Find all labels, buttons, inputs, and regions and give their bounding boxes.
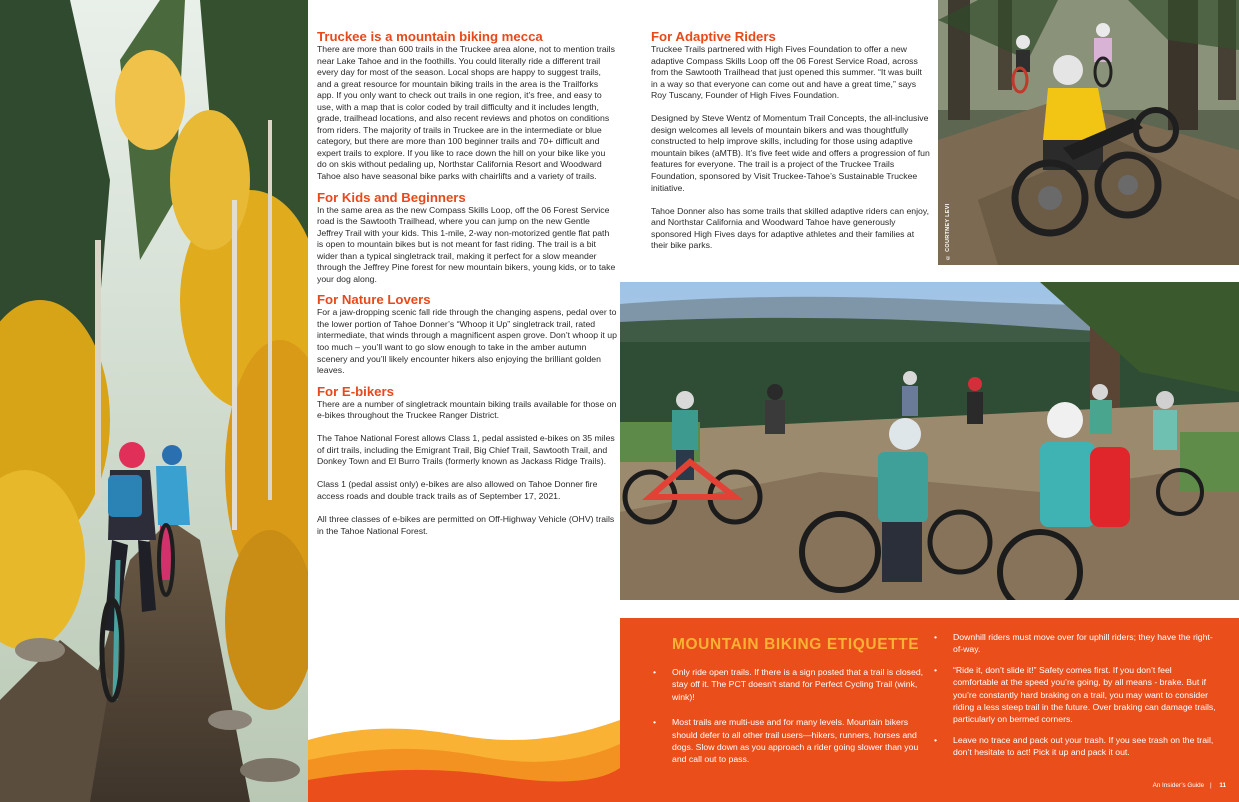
section-kids-beginners (317, 191, 617, 286)
paragraph: Tahoe Donner also has some trails that skilled adaptive riders can enjoy, and Northstar California and Woodward Tahoe have generously sponsored High Fives days for adaptive athletes and their families at their bike parks. (651, 205, 929, 251)
paragraph: All three classes of e-bikes are permitted on Off-Highway Vehicle (OHV) trails in the Tahoe National Forest. (317, 514, 615, 536)
adaptive-rider-photo (938, 0, 1239, 265)
section-heading: For Nature Lovers (317, 292, 431, 308)
footer-guide-label: An Insider’s Guide (1152, 782, 1205, 789)
aspen-trail-photo (0, 0, 308, 802)
text-column-right (651, 30, 931, 260)
list-item: • Downhill riders must move over for uphill riders; they have the right-of-way. (953, 631, 1218, 656)
etiquette-title: MOUNTAIN BIKING ETIQUETTE (672, 636, 920, 653)
list-item: • Leave no trace and pack out your trash. If you see trash on the trail, don’t hesitate to act! Pick it up and pack it out. (953, 734, 1218, 759)
section-heading: Truckee is a mountain biking mecca (317, 29, 543, 44)
paragraph: For a jaw-dropping scenic fall ride through the changing aspens, pedal over to the lower portion of Tahoe Donner’s “Whoop it Up” singletrack trail, rated intermediate, that winds through a magnificent aspen grove. Don’t whoop it up too much – you’ll want to go slow enough to take in the amber autumn scenery and you’ll likely encounter hikers also enjoying the brilliant golden leaves. (317, 307, 617, 376)
paragraph: In the same area as the new Compass Skills Loop, off the 06 Forest Service road is the Sawtooth Trailhead, where you can jump on the new Gentle Jeffrey Trail with your kids. This 1-mile, 2-way non-motorized gentle flat path is open to mountain bikes but is not meant for fast riding. The trail is a bit wider than a typical singletrack trail, making it perfect for a slow meander through the Jeffrey Pine forest for new mountain bikers, young kids, or to take your dog along. (317, 204, 616, 284)
decorative-waves (308, 710, 620, 802)
paragraph: There are more than 600 trails in the Truckee area alone, not to mention trails near Lake Tahoe and in the foothills. You could literally ride a different trail every day for most of the season. Local shops are happy to suggest trails, and a great resource for mountain biking trails in the area is the Trailforks app. If you only want to check out trails in one region, it’s free, and easy to use, with a map that is color coded by trail difficulty and it includes length, grade, trailhead locations, and also recent reviews and photos on conditions from riders. The majority of trails in Truckee are in the intermediate or blue category, but there are more than 100 beginner trails and 70+ difficult and expert trails to explore. If you like to race down the hill on your bike like you do on skis without pedaling up, Northstar California Resort and Woodward Tahoe also have seasonal bike parks with chairlifts and a variety of trails. (317, 44, 615, 182)
section-adaptive-riders (651, 30, 931, 252)
group-riders-photo (620, 282, 1239, 600)
list-item: • Only ride open trails. If there is a sign posted that a trail is closed, stay off it. The PCT doesn’t stand for Perfect Cycling Trail (wink, wink)! (672, 666, 930, 703)
paragraph: Class 1 (pedal assist only) e-bikes are also allowed on Tahoe Donner fire access roads and double track trails as of September 17, 2021. (317, 479, 598, 501)
page-footer (1153, 782, 1226, 789)
text-column-left (317, 30, 617, 545)
section-e-bikers (317, 385, 617, 537)
photo-credit: © COURTNEY LEVI (945, 203, 951, 260)
list-item: • Most trails are multi-use and for many levels. Mountain bikers should defer to all other trail users—hikers, runners, horses and dogs. Slow down as you approach a rider going slower than you and call out to pass. (672, 716, 930, 766)
section-heading: For E-bikers (317, 383, 394, 399)
etiquette-list-right (953, 631, 1218, 767)
footer-separator: | (1209, 782, 1212, 789)
section-heading: For Kids and Beginners (317, 189, 466, 205)
list-item: • “Ride it, don’t slide it!” Safety comes first. If you don’t feel comfortable at the speed you’re going, by all means - brake. But if you’re constantly hard braking on a trail, you may want to consider riding a less steep trail in the future. Over braking can damage trails, particularly on bermed corners. (953, 664, 1218, 726)
section-nature-lovers (317, 293, 617, 376)
paragraph: The Tahoe National Forest allows Class 1, pedal assisted e-bikes on 35 miles of dirt trails, including the Emigrant Trail, Big Chief Trail, Sawtooth Trail, and Donkey Town and El Burro Trails (formerly known as Jackass Ridge Trails). (317, 433, 615, 467)
etiquette-list-left (672, 666, 930, 779)
etiquette-box (620, 618, 1239, 802)
page-number: 11 (1219, 782, 1226, 789)
paragraph: There are a number of singletrack mountain biking trails available for those on e-bikes throughout the Truckee Ranger District. (317, 398, 617, 421)
section-mecca (317, 30, 617, 183)
paragraph: Designed by Steve Wentz of Momentum Trail Concepts, the all-inclusive design welcomes all levels of mountain bikers and was thoughtfully constructed to help improve skills, including for those using adaptive mountain bikes (aMTB). It’s five feet wide and offers a progression of fun features for everyone. The trail is a project of the Truckee Trails Foundation, sponsored by Visit Truckee-Tahoe’s Sustainable Truckee initiative. (651, 113, 930, 193)
paragraph: Truckee Trails partnered with High Fives Foundation to offer a new adaptive Compass Skills Loop off the 06 Forest Service Road, across from the Sawtooth Trailhead that just opened this summer. “It was built in a way so that everyone can come out and have a great time,” says Roy Tuscany, Founder of High Fives Foundation. (651, 44, 922, 101)
section-heading: For Adaptive Riders (651, 29, 776, 44)
